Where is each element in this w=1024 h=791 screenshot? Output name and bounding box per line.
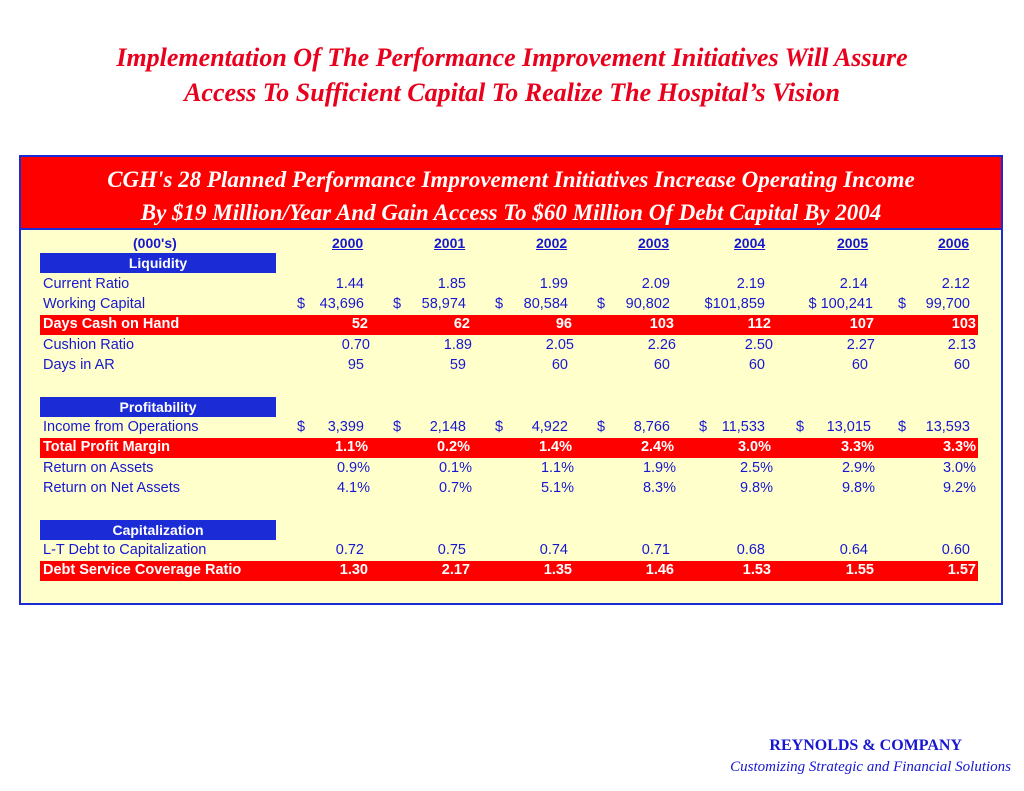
table-cell: 58,974 <box>421 296 466 312</box>
table-cell: 2.12 <box>941 276 970 292</box>
section-capitalization: Capitalization <box>40 520 276 540</box>
table-cell: 9.8% <box>841 480 875 496</box>
table-cell: 0.68 <box>736 542 765 558</box>
row-label: Working Capital <box>43 296 146 312</box>
table-cell: 2.13 <box>947 337 976 353</box>
dollar-sign: $ <box>393 296 402 312</box>
dollar-sign: $ <box>796 419 805 435</box>
performance-panel <box>19 155 1003 605</box>
table-cell: 8,766 <box>633 419 670 435</box>
table-cell: 112 <box>747 316 771 332</box>
table-row-cushion-ratio <box>21 336 1001 356</box>
row-label: Income from Operations <box>43 419 199 435</box>
year-header-2003: 2003 <box>638 235 670 251</box>
dollar-sign: $ <box>297 296 306 312</box>
table-cell: 13,593 <box>925 419 970 435</box>
table-cell: 107 <box>849 316 874 332</box>
table-cell: 60 <box>653 357 670 373</box>
table-cell: 80,584 <box>523 296 568 312</box>
table-cell: 103 <box>649 316 674 332</box>
table-cell: 1.9% <box>642 460 676 476</box>
table-cell: 3.0% <box>942 460 976 476</box>
table-cell: 0.9% <box>336 460 370 476</box>
table-cell: 1.30 <box>339 562 368 578</box>
banner-line-2: By $19 Million/Year And Gain Access To $60 Million Of Debt Capital By 2004 <box>140 200 882 225</box>
table-row-working-capital <box>21 295 1001 315</box>
panel-banner <box>21 157 1001 230</box>
year-header-2000: 2000 <box>332 235 364 251</box>
table-cell: 1.53 <box>742 562 771 578</box>
table-row-lt-debt <box>21 541 1001 561</box>
table-cell: 0.75 <box>437 542 466 558</box>
table-cell: 60 <box>748 357 765 373</box>
dollar-sign: $ <box>597 419 606 435</box>
company-tagline: Customizing Strategic and Financial Solutions <box>730 759 1011 775</box>
table-cell: 2.05 <box>545 337 574 353</box>
table-row-income-operations <box>21 418 1001 438</box>
year-header-2002: 2002 <box>536 235 568 251</box>
table-cell: 2.19 <box>736 276 765 292</box>
table-cell: 2.26 <box>647 337 676 353</box>
dollar-sign: $ <box>597 296 606 312</box>
table-cell: 52 <box>351 316 368 332</box>
table-cell: 4.1% <box>336 480 370 496</box>
unit-label: (000's) <box>133 235 177 251</box>
table-row-days-cash <box>21 315 1001 335</box>
company-name: REYNOLDS & COMPANY <box>769 737 962 754</box>
table-cell: 1.4% <box>538 439 572 455</box>
table-cell: 0.2% <box>436 439 470 455</box>
table-cell: 1.57 <box>947 562 976 578</box>
table-cell: 0.60 <box>941 542 970 558</box>
table-cell: 1.46 <box>645 562 674 578</box>
table-row-return-assets <box>21 459 1001 479</box>
table-cell: 103 <box>951 316 976 332</box>
table-cell: 0.1% <box>438 460 472 476</box>
dollar-sign: $ <box>495 419 504 435</box>
table-cell: 0.7% <box>438 480 472 496</box>
table-cell: 3,399 <box>327 419 364 435</box>
table-cell: 1.1% <box>540 460 574 476</box>
table-cell: 62 <box>453 316 470 332</box>
table-cell: 11,533 <box>721 419 765 435</box>
table-cell: 2.50 <box>744 337 773 353</box>
table-cell: 60 <box>551 357 568 373</box>
table-cell: 2.9% <box>841 460 875 476</box>
row-label: Return on Assets <box>43 460 154 476</box>
row-label: Days in AR <box>43 357 115 373</box>
table-row-return-net-assets <box>21 479 1001 499</box>
table-cell: 4,922 <box>531 419 568 435</box>
table-cell: 13,015 <box>826 419 871 435</box>
table-cell: 1.55 <box>845 562 874 578</box>
table-cell: $ 100,241 <box>808 296 873 312</box>
table-cell: 2.17 <box>441 562 470 578</box>
year-header-2005: 2005 <box>837 235 869 251</box>
table-cell: 60 <box>953 357 970 373</box>
table-cell: 9.2% <box>942 480 976 496</box>
table-cell: 96 <box>555 316 572 332</box>
table-cell: 1.85 <box>437 276 466 292</box>
table-cell: 60 <box>851 357 868 373</box>
row-label: Days Cash on Hand <box>43 316 180 332</box>
table-cell: 0.71 <box>641 542 670 558</box>
table-cell: 2.27 <box>846 337 875 353</box>
section-liquidity: Liquidity <box>40 253 276 273</box>
table-cell: 3.3% <box>942 439 976 455</box>
page-title <box>0 40 1024 110</box>
table-cell: 2,148 <box>429 419 466 435</box>
table-row-dscr <box>21 561 1001 581</box>
table-cell: 59 <box>449 357 466 373</box>
table-cell: 3.3% <box>840 439 874 455</box>
table-cell: 5.1% <box>540 480 574 496</box>
table-cell: 1.89 <box>443 337 472 353</box>
table-cell: 95 <box>347 357 364 373</box>
table-cell: 2.5% <box>739 460 773 476</box>
table-row-total-profit-margin <box>21 438 1001 458</box>
dollar-sign: $ <box>393 419 402 435</box>
dollar-sign: $ <box>699 419 708 435</box>
table-cell: 9.8% <box>739 480 773 496</box>
row-label: Total Profit Margin <box>43 439 171 455</box>
table-row-current-ratio <box>21 275 1001 295</box>
dollar-sign: $ <box>898 419 907 435</box>
table-row-days-ar <box>21 356 1001 376</box>
table-cell: 1.35 <box>543 562 572 578</box>
dollar-sign: $ <box>297 419 306 435</box>
table-cell: 1.1% <box>334 439 368 455</box>
title-line-1: Implementation Of The Performance Improvement Initiatives Will Assure <box>116 43 908 72</box>
table-cell: 0.74 <box>539 542 568 558</box>
table-cell: $101,859 <box>704 296 765 312</box>
section-profitability: Profitability <box>40 397 276 417</box>
table-cell: 90,802 <box>625 296 670 312</box>
table-cell: 2.4% <box>640 439 674 455</box>
table-cell: 2.09 <box>641 276 670 292</box>
table-cell: 99,700 <box>925 296 970 312</box>
row-label: Debt Service Coverage Ratio <box>43 562 242 578</box>
dollar-sign: $ <box>495 296 504 312</box>
row-label: L-T Debt to Capitalization <box>43 542 207 558</box>
table-cell: 0.70 <box>341 337 370 353</box>
row-label: Current Ratio <box>43 276 130 292</box>
row-label: Cushion Ratio <box>43 337 135 353</box>
table-cell: 8.3% <box>642 480 676 496</box>
year-header-2001: 2001 <box>434 235 466 251</box>
row-label: Return on Net Assets <box>43 480 181 496</box>
banner-line-1: CGH's 28 Planned Performance Improvement Initiatives Increase Operating Income <box>107 167 915 192</box>
title-line-2: Access To Sufficient Capital To Realize The Hospital’s Vision <box>184 78 840 107</box>
table-cell: 0.72 <box>335 542 364 558</box>
table-cell: 1.99 <box>539 276 568 292</box>
table-cell: 1.44 <box>335 276 364 292</box>
table-cell: 2.14 <box>839 276 868 292</box>
table-cell: 43,696 <box>319 296 364 312</box>
table-cell: 0.64 <box>839 542 868 558</box>
dollar-sign: $ <box>898 296 907 312</box>
year-header-2006: 2006 <box>938 235 970 251</box>
year-header-2004: 2004 <box>734 235 766 251</box>
table-cell: 3.0% <box>737 439 771 455</box>
